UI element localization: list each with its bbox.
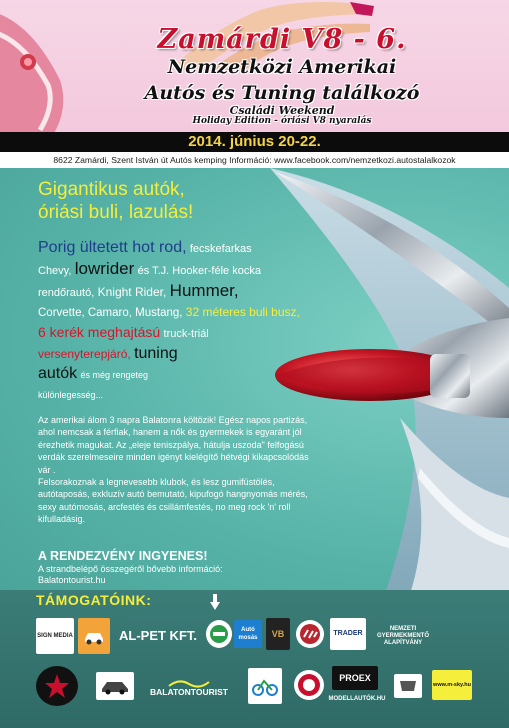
- sponsor-logo-tuning: [78, 618, 110, 654]
- buick-badge-icon: [299, 623, 321, 645]
- sponsor-logo-balatontourist: BALATONTOURIST: [140, 674, 238, 700]
- shield-icon: [297, 673, 321, 697]
- feature-text: truck-triál: [163, 328, 209, 340]
- sponsor-logo-amerikai: [294, 670, 324, 700]
- poster-header: [0, 0, 509, 132]
- sponsor-logo-car-club: [96, 672, 134, 700]
- feature-text: tuning: [134, 345, 178, 362]
- feature-text: lowrider: [74, 259, 135, 278]
- feature-text: és még rengeteg: [80, 370, 149, 380]
- title-subline-international: Nemzetközi Amerikai: [167, 56, 397, 78]
- feature-text: Chevy,: [38, 265, 72, 277]
- feature-text: 6 kerék meghajtású: [38, 324, 161, 340]
- event-date: 2014. június 20-22.: [0, 132, 509, 152]
- free-entry-info-line: A strandbelépő összegéről bővebb információ:: [38, 564, 223, 574]
- shield-icon: [398, 679, 418, 693]
- free-entry-notice: A RENDEZVÉNY INGYENES!: [38, 549, 208, 563]
- free-entry-website: Balatontourist.hu: [38, 575, 106, 585]
- title-subline-meeting: Autós és Tuning találkozó: [144, 82, 420, 104]
- sponsors-section: [0, 590, 509, 728]
- free-entry-info: [38, 564, 318, 586]
- headline-line-2: óriási buli, lazulás!: [38, 202, 194, 223]
- sponsor-logo-proex: PROEX: [332, 666, 378, 690]
- event-title: Zamárdi V8 - 6.: [157, 24, 407, 55]
- sponsor-logo-omv: [206, 620, 232, 648]
- event-location-info: 8622 Zamárdi, Szent István út Autós kemping Információ: www.facebook.com/nemzetkozi.autostalalkozok: [0, 152, 509, 168]
- sponsor-logo-m-sky: www.m-sky.hu: [432, 670, 472, 700]
- sponsor-logo-star-club: [36, 666, 78, 706]
- sponsor-logo-automotive: [394, 674, 422, 698]
- sponsor-logo-al-pet: AL-PET KFT.: [119, 628, 197, 643]
- feature-text: különlegesség...: [38, 390, 104, 400]
- sponsor-logo-modellautok: MODELLAUTÓK.HU: [328, 696, 386, 702]
- feature-text: autók: [38, 365, 78, 382]
- feature-text: versenyterepjáró,: [38, 347, 131, 361]
- feature-text: Porig ültetett hot rod,: [38, 239, 187, 256]
- sponsor-logo-trader: TRADER: [330, 618, 366, 650]
- sponsors-title: TÁMOGATÓINK:: [36, 592, 152, 608]
- feature-text: Knight Rider,: [97, 285, 167, 299]
- sponsor-logo-vb: VB: [266, 618, 290, 650]
- bike-icon: [252, 675, 278, 697]
- headline: [38, 178, 268, 224]
- title-subline-holiday-edition: Holiday Edition - óriási V8 nyaralás: [192, 116, 372, 126]
- arrow-down-icon: [210, 594, 220, 610]
- car-icon: [100, 677, 130, 695]
- feature-text: fecskefarkas: [189, 243, 252, 255]
- feature-text: és T.J. Hooker-féle kocka: [137, 265, 261, 277]
- sponsor-logo-gyermekmento: NEMZETI GYERMEKMENTŐ ALAPÍTVÁNY: [376, 625, 429, 646]
- headline-line-1: Gigantikus autók,: [38, 179, 185, 200]
- event-description: [38, 414, 318, 526]
- feature-text: rendőrautó,: [38, 287, 95, 299]
- omv-badge-icon: [209, 624, 229, 644]
- sponsor-logo-sign-media: SIGN MEDIA: [36, 618, 74, 654]
- sponsor-logo-buick: [296, 620, 324, 648]
- feature-list: [38, 238, 348, 405]
- feature-text: Corvette, Camaro, Mustang,: [38, 307, 183, 319]
- feature-text: 32 méteres buli busz,: [185, 305, 300, 319]
- main-content: [0, 168, 509, 608]
- car-icon: [82, 624, 106, 648]
- star-icon: [43, 672, 71, 700]
- feature-text: Hummer,: [169, 281, 239, 300]
- sponsor-logo-automosas: Autó mosás: [234, 620, 262, 648]
- description-paragraph: Felsorakoznak a legnevesebb klubok, és lesz gumifüstölés, autótaposás, exkluzív autó bemutató, kipufogó hangnyomás mérés, sexy autómosás, arcfestés és csillámfestés, no meg rock 'n' roll kifulladásig.: [38, 477, 308, 525]
- title-subline-family-weekend: Családi Weekend: [229, 104, 335, 117]
- sponsor-logo-dodoles: [248, 668, 282, 704]
- description-paragraph: Az amerikai álom 3 napra Balatonra költözik! Egész napos partizás, ahol nemcsak a férfiak, hanem a nők és gyermekek is egyaránt jól érezhetik magukat. Az „eleje teniszpálya, hátulja uszoda" felfogású verdák szerelmeseire minden igényt kielégítő hétvégi kikapcsolódás vár .: [38, 415, 309, 475]
